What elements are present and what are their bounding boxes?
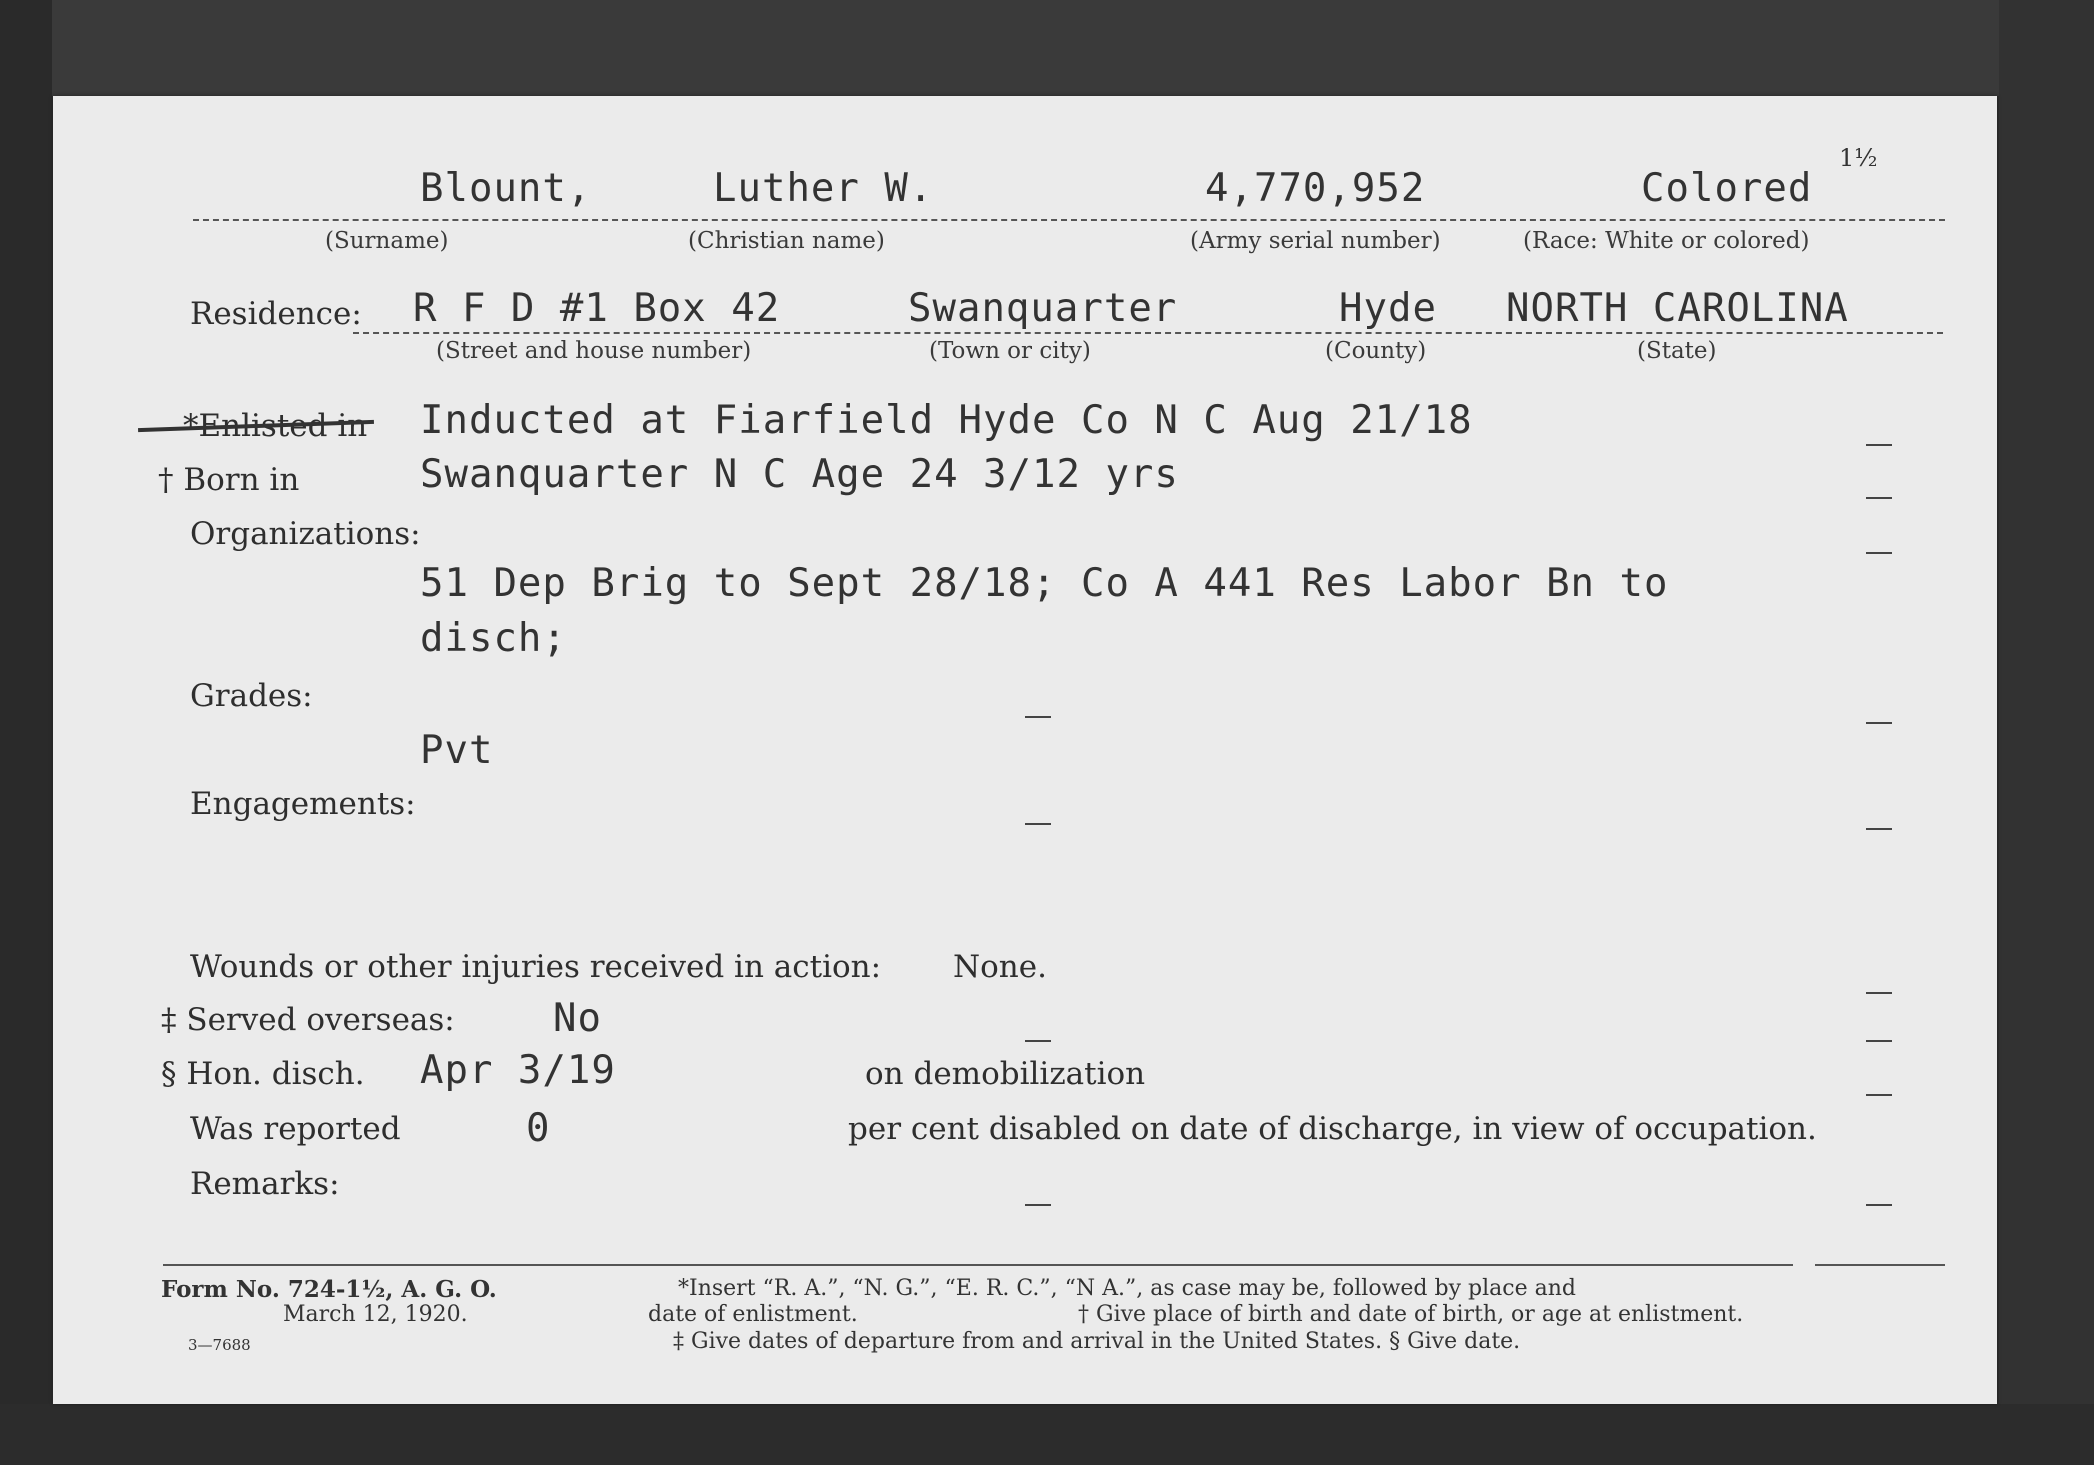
footnote-enlistment: *Insert “R. A.”, “N. G.”, “E. R. C.”, “N A.”, as case may be, followed by place and bbox=[678, 1276, 1576, 1301]
scanner-background-bottom bbox=[0, 1404, 2094, 1465]
residence-county-value: Hyde bbox=[1339, 286, 1437, 331]
reported-value: 0 bbox=[526, 1106, 551, 1151]
residence-label: Residence: bbox=[190, 296, 362, 332]
state-caption: (State) bbox=[1637, 338, 1717, 364]
footnote-enlistment-cont: date of enlistment. bbox=[648, 1302, 858, 1327]
engagements-label: Engagements: bbox=[190, 786, 416, 822]
margin-tick bbox=[1866, 992, 1892, 994]
surname-value: Blount, bbox=[420, 166, 592, 211]
reported-suffix: per cent disabled on date of discharge, in view of occupation. bbox=[848, 1111, 1817, 1147]
born-value: Swanquarter N C Age 24 3/12 yrs bbox=[420, 452, 1179, 497]
service-record-card bbox=[53, 96, 1997, 1404]
scanner-background-left bbox=[0, 0, 52, 1465]
center-tick bbox=[1025, 823, 1051, 825]
form-date: March 12, 1920. bbox=[283, 1302, 468, 1327]
margin-tick bbox=[1866, 552, 1892, 554]
margin-tick bbox=[1866, 1040, 1892, 1042]
wounds-value: None. bbox=[953, 949, 1047, 985]
discharge-value: Apr 3/19 bbox=[420, 1048, 616, 1093]
remarks-label: Remarks: bbox=[190, 1166, 340, 1202]
organizations-label: Organizations: bbox=[190, 516, 421, 552]
street-caption: (Street and house number) bbox=[436, 338, 752, 364]
scanner-background-top bbox=[0, 0, 2094, 96]
footnote-birth: † Give place of birth and date of birth, or age at enlistment. bbox=[1078, 1302, 1744, 1327]
margin-tick bbox=[1866, 1204, 1892, 1206]
christian-name-value: Luther W. bbox=[713, 166, 934, 211]
center-tick bbox=[1025, 716, 1051, 718]
christian-name-caption: (Christian name) bbox=[688, 228, 885, 254]
overseas-value: No bbox=[553, 996, 602, 1041]
form-fraction: 1½ bbox=[1839, 144, 1878, 172]
grades-label: Grades: bbox=[190, 678, 313, 714]
form-number: Form No. 724-1½, A. G. O. bbox=[161, 1276, 497, 1303]
footnote-overseas: ‡ Give dates of departure from and arrival in the United States. § Give date. bbox=[673, 1329, 1521, 1354]
margin-tick bbox=[1866, 444, 1892, 446]
wounds-label: Wounds or other injuries received in action: bbox=[190, 949, 882, 985]
race-value: Colored bbox=[1641, 166, 1813, 211]
serial-number-value: 4,770,952 bbox=[1205, 166, 1426, 211]
born-label: † Born in bbox=[158, 462, 300, 498]
residence-town-value: Swanquarter bbox=[908, 286, 1178, 331]
grades-value: Pvt bbox=[420, 728, 494, 773]
discharge-label: § Hon. disch. bbox=[161, 1056, 365, 1092]
margin-tick bbox=[1866, 1094, 1892, 1096]
organizations-line2: disch; bbox=[420, 616, 567, 661]
enlisted-value: Inducted at Fiarfield Hyde Co N C Aug 21/18 bbox=[420, 398, 1473, 443]
reported-label: Was reported bbox=[190, 1111, 401, 1147]
print-code: 3—7688 bbox=[188, 1336, 251, 1354]
county-caption: (County) bbox=[1325, 338, 1427, 364]
center-tick bbox=[1025, 1040, 1051, 1042]
residence-state-value: NORTH CAROLINA bbox=[1506, 286, 1849, 331]
center-tick bbox=[1025, 1204, 1051, 1206]
header-dashed-line bbox=[193, 219, 1945, 221]
surname-caption: (Surname) bbox=[325, 228, 449, 254]
residence-street-value: R F D #1 Box 42 bbox=[413, 286, 781, 331]
organizations-line1: 51 Dep Brig to Sept 28/18; Co A 441 Res Labor Bn to bbox=[420, 561, 1669, 606]
race-caption: (Race: White or colored) bbox=[1523, 228, 1810, 254]
town-caption: (Town or city) bbox=[929, 338, 1091, 364]
overseas-label: ‡ Served overseas: bbox=[161, 1002, 455, 1038]
footer-rule-right bbox=[1815, 1264, 1945, 1266]
margin-tick bbox=[1866, 828, 1892, 830]
margin-tick bbox=[1866, 722, 1892, 724]
enlisted-label: *Enlisted in bbox=[183, 408, 368, 444]
discharge-suffix: on demobilization bbox=[865, 1056, 1146, 1092]
residence-dashed-line bbox=[353, 332, 1943, 334]
margin-tick bbox=[1866, 497, 1892, 499]
scanner-background-right bbox=[1999, 0, 2094, 1465]
serial-number-caption: (Army serial number) bbox=[1190, 228, 1441, 254]
footer-rule-left bbox=[163, 1264, 1793, 1266]
